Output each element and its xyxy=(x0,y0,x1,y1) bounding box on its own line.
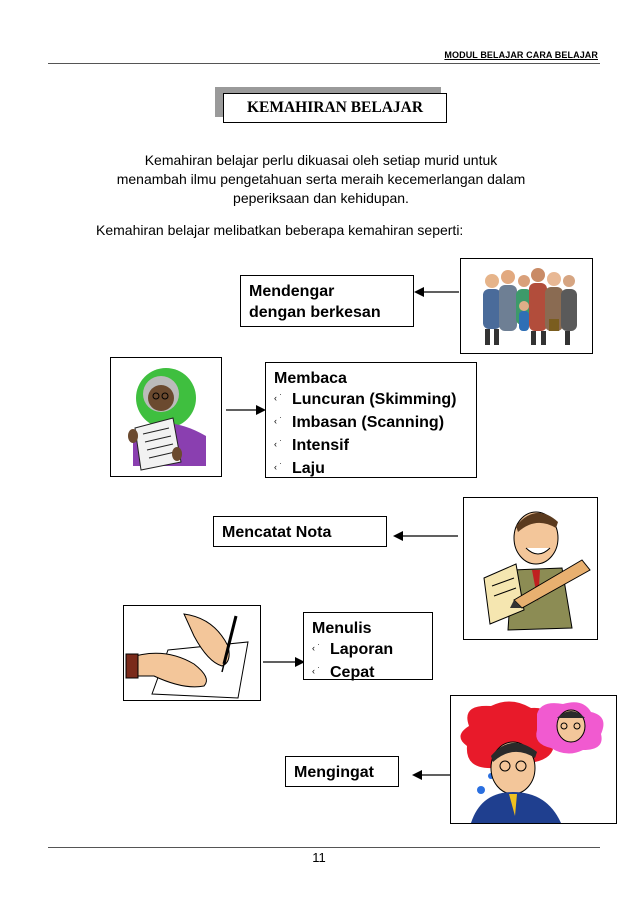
footer-divider xyxy=(48,847,600,848)
intro-line-2: menambah ilmu pengetahuan serta meraih kecemerlangan dalam xyxy=(116,171,526,187)
reading-item xyxy=(274,435,468,458)
writing-item xyxy=(312,662,424,685)
skill-box-reading xyxy=(265,362,477,478)
arrow-left-icon xyxy=(414,285,460,299)
intro-line-1: Kemahiran belajar perlu dikuasai oleh setiap murid untuk xyxy=(144,152,498,168)
skill-listening-line-1: Mendengar xyxy=(249,283,335,300)
header-divider xyxy=(48,63,600,64)
header-title: MODUL BELAJAR CARA BELAJAR xyxy=(444,50,598,60)
page-number: 11 xyxy=(312,850,326,865)
skill-box-listening xyxy=(240,275,414,327)
skill-writing-heading: Menulis xyxy=(312,620,372,637)
reading-item-label: Imbasan (Scanning) xyxy=(292,414,445,431)
page-title: KEMAHIRAN BELAJAR xyxy=(223,93,447,123)
writing-item xyxy=(312,639,424,662)
arrow-left-icon xyxy=(393,529,459,543)
arrow-right-icon xyxy=(263,655,305,669)
skill-notes-heading: Mencatat Nota xyxy=(222,524,332,541)
reading-woman-clipart xyxy=(110,357,222,477)
crowd-clipart xyxy=(460,258,593,354)
arrow-left-icon xyxy=(412,768,454,782)
bullet-icon: ‹ ˙ xyxy=(312,666,321,676)
bullet-icon: ‹ ˙ xyxy=(312,643,321,653)
skill-box-remembering xyxy=(285,756,399,787)
note-taking-man-clipart xyxy=(463,497,598,640)
bullet-icon: ‹ ˙ xyxy=(274,439,283,449)
writing-item-label: Laporan xyxy=(330,641,394,658)
intro-line-3: peperiksaan dan kehidupan. xyxy=(233,190,409,206)
reading-item xyxy=(274,412,468,435)
lead-sentence: Kemahiran belajar melibatkan beberapa kemahiran seperti: xyxy=(96,222,464,238)
reading-item-label: Laju xyxy=(292,460,325,477)
skill-box-writing xyxy=(303,612,433,680)
thinking-man-clipart xyxy=(450,695,617,824)
skill-box-notes xyxy=(213,516,387,547)
bullet-icon: ‹ ˙ xyxy=(274,393,283,403)
reading-item-label: Luncuran (Skimming) xyxy=(292,391,457,408)
writing-hand-clipart xyxy=(123,605,261,701)
reading-item xyxy=(274,389,468,412)
reading-item xyxy=(274,458,468,481)
skill-reading-heading: Membaca xyxy=(274,370,347,387)
writing-item-label: Cepat xyxy=(330,664,375,681)
skill-remembering-heading: Mengingat xyxy=(294,764,374,781)
intro-paragraph xyxy=(96,151,546,208)
bullet-icon: ‹ ˙ xyxy=(274,416,283,426)
bullet-icon: ‹ ˙ xyxy=(274,462,283,472)
skill-listening-line-2: dengan berkesan xyxy=(249,304,381,321)
reading-item-label: Intensif xyxy=(292,437,349,454)
arrow-right-icon xyxy=(226,403,266,417)
